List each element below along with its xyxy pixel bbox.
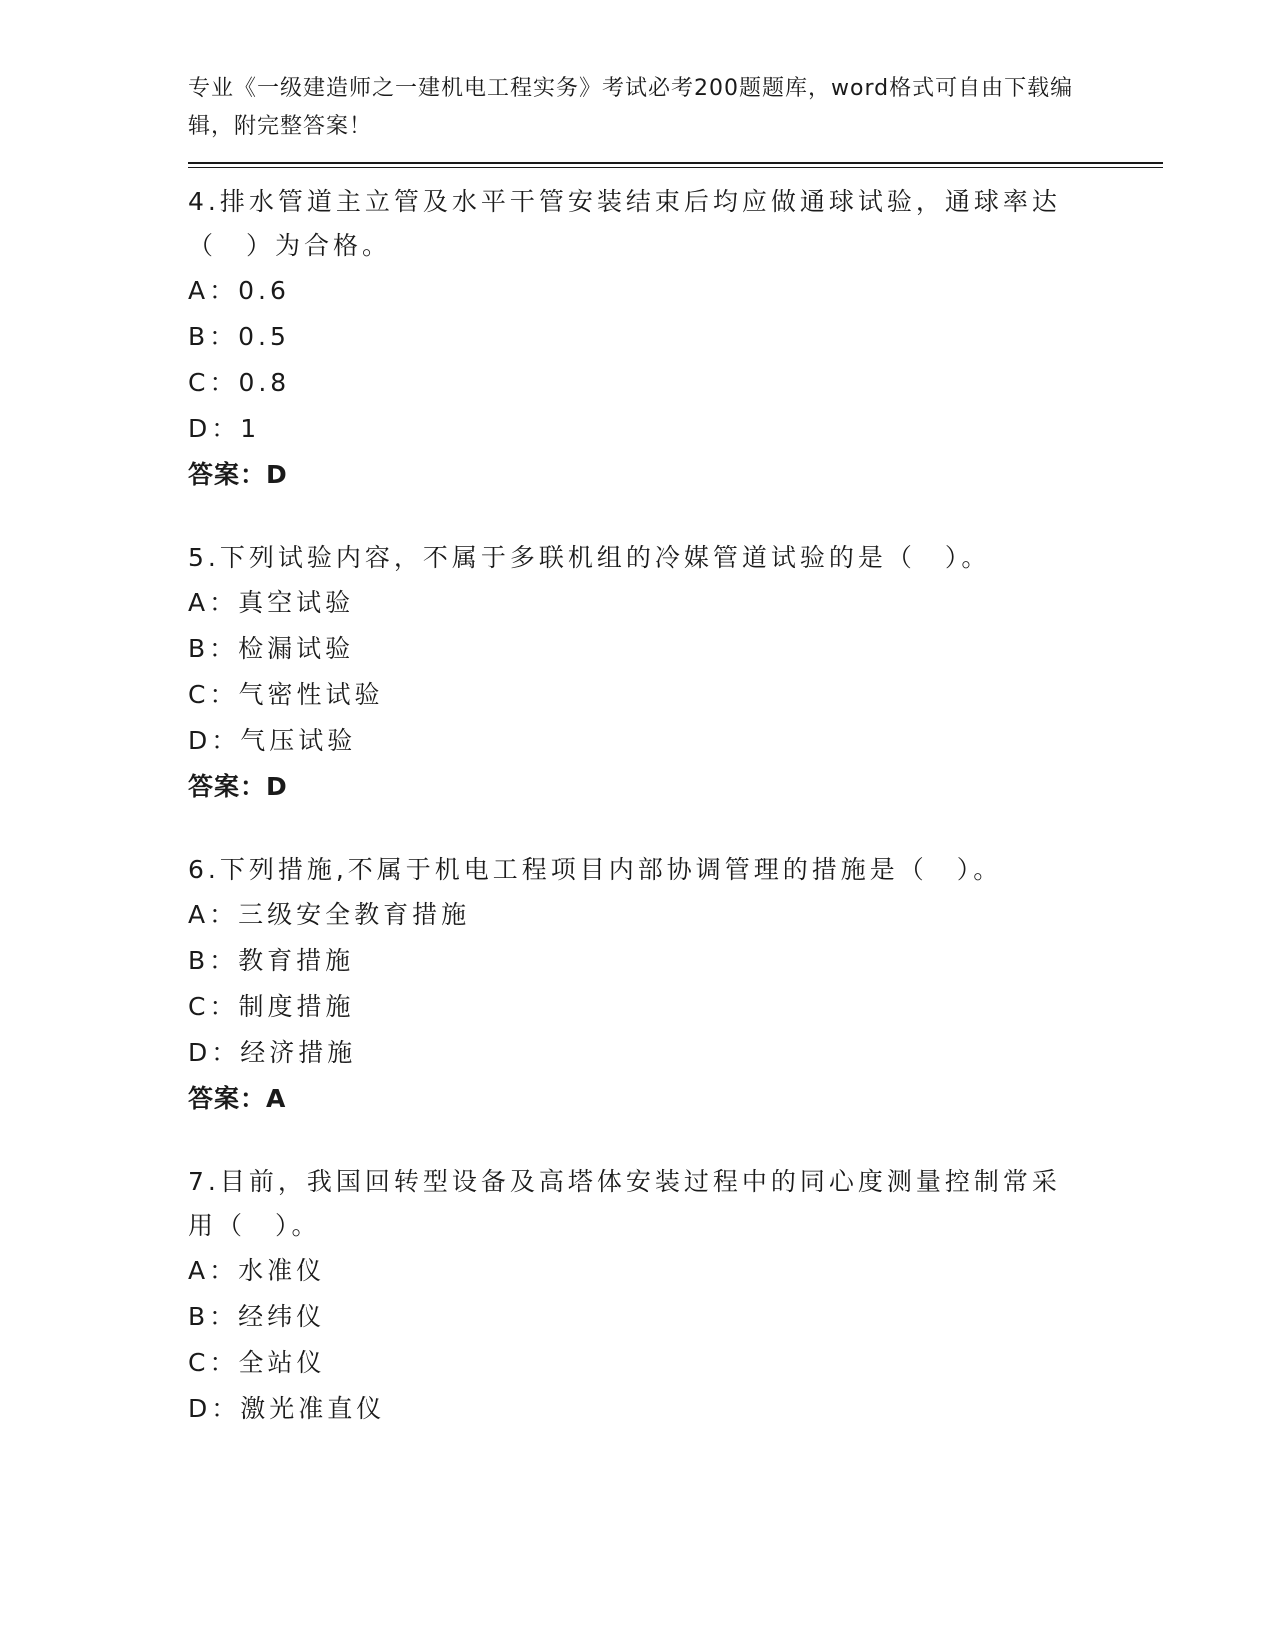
- question-7: [188, 1160, 1168, 1432]
- option-c: C：全站仪: [188, 1348, 326, 1377]
- option-b: B：教育措施: [188, 946, 355, 975]
- option-a: A：真空试验: [188, 588, 355, 617]
- question-stem: 6.下列措施,不属于机电工程项目内部协调管理的措施是（ ）。: [188, 855, 1003, 884]
- option-d: D：激光准直仪: [188, 1394, 386, 1423]
- option-d: D：气压试验: [188, 726, 357, 755]
- question-4: [188, 180, 1168, 498]
- document-page: [188, 70, 1168, 1432]
- option-c: C：气密性试验: [188, 680, 384, 709]
- option-a: A：三级安全教育措施: [188, 900, 471, 929]
- answer-line: 答案：D: [188, 460, 288, 489]
- option-a: A：水准仪: [188, 1256, 326, 1285]
- question-stem: 7.目前，我国回转型设备及高塔体安装过程中的同心度测量控制常采用（ ）。: [188, 1167, 1061, 1240]
- option-b: B：0.5: [188, 322, 290, 351]
- question-stem: 4.排水管道主立管及水平干管安装结束后均应做通球试验，通球率达（ ）为合格。: [188, 187, 1061, 260]
- option-d: D：经济措施: [188, 1038, 357, 1067]
- question-6: [188, 848, 1168, 1122]
- header-divider: [188, 162, 1163, 168]
- option-d: D：1: [188, 414, 261, 443]
- option-c: C：制度措施: [188, 992, 355, 1021]
- option-a: A：0.6: [188, 276, 290, 305]
- option-b: B：检漏试验: [188, 634, 355, 663]
- answer-line: 答案：D: [188, 772, 288, 801]
- option-b: B：经纬仪: [188, 1302, 326, 1331]
- option-c: C：0.8: [188, 368, 291, 397]
- document-header: 专业《一级建造师之一建机电工程实务》考试必考200题题库，word格式可自由下载编辑，附完整答案！: [188, 76, 1074, 139]
- answer-line: 答案：A: [188, 1084, 287, 1113]
- question-5: [188, 536, 1168, 810]
- question-stem: 5.下列试验内容，不属于多联机组的冷媒管道试验的是（ ）。: [188, 543, 991, 572]
